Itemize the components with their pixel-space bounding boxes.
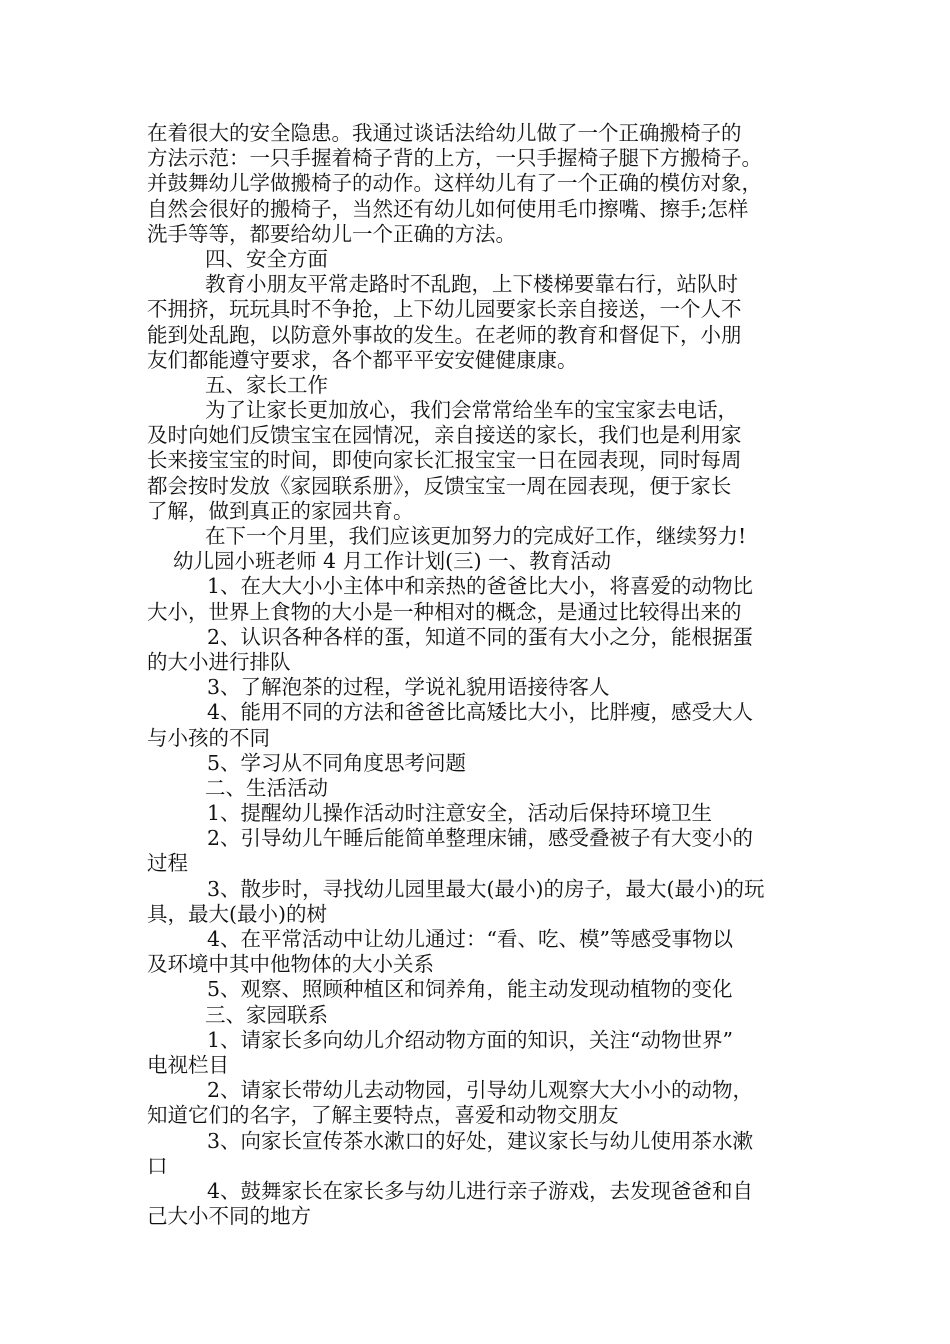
- list-item: 3、了解泡茶的过程，学说礼貌用语接待客人: [207, 675, 610, 700]
- text-line: 自然会很好的搬椅子，当然还有幼儿如何使用毛巾擦嘴、擦手;怎样: [147, 196, 749, 221]
- list-item: 3、散步时，寻找幼儿园里最大(最小)的房子，最大(最小)的玩: [207, 876, 765, 901]
- text-line: 己大小不同的地方: [147, 1204, 311, 1229]
- text-line: 了解，做到真正的家园共育。: [147, 498, 414, 523]
- text-line: 长来接宝宝的时间，即使向家长汇报宝宝一日在园表现，同时每周: [147, 448, 742, 473]
- text-line: 为了让家长更加放心，我们会常常给坐车的宝宝家去电话，: [205, 398, 738, 423]
- text-line: 及时向她们反馈宝宝在园情况，亲自接送的家长，我们也是利用家: [147, 423, 742, 448]
- list-item: 1、在大大小小主体中和亲热的爸爸比大小，将喜爱的动物比: [207, 574, 754, 599]
- document-body: [147, 121, 817, 1229]
- text-line: 及环境中其中他物体的大小关系: [147, 952, 434, 977]
- list-item: 4、在平常活动中让幼儿通过：“看、吃、模”等感受事物以: [207, 927, 734, 951]
- section-title: 幼儿园小班老师 4 月工作计划(三) 一、教育活动: [173, 549, 612, 574]
- text-line: 过程: [147, 851, 188, 876]
- text-line: 洗手等等，都要给幼儿一个正确的方法。: [147, 221, 516, 246]
- text-line: 的大小进行排队: [147, 649, 291, 674]
- list-item: 4、能用不同的方法和爸爸比高矮比大小，比胖瘦，感受大人: [207, 700, 754, 725]
- text-line: 与小孩的不同: [147, 725, 270, 750]
- list-item: 5、学习从不同角度思考问题: [207, 750, 467, 775]
- list-item: 2、请家长带幼儿去动物园，引导幼儿观察大大小小的动物，: [207, 1078, 754, 1103]
- section-heading: 四、安全方面: [205, 246, 328, 271]
- text-line: 口: [147, 1153, 168, 1178]
- text-line: 友们都能遵守要求，各个都平平安安健健康康。: [147, 347, 578, 372]
- list-item: 2、引导幼儿午睡后能简单整理床铺，感受叠被子有大变小的: [207, 826, 754, 851]
- text-line: 方法示范：一只手握着椅子背的上方，一只手握椅子腿下方搬椅子。: [147, 146, 762, 171]
- text-line: 具，最大(最小)的树: [147, 901, 327, 926]
- list-item: 1、请家长多向幼儿介绍动物方面的知识，关注“动物世界”: [207, 1027, 734, 1052]
- text-line: 都会按时发放《家园联系册》，反馈宝宝一周在园表现，便于家长: [147, 473, 732, 498]
- text-line: 在着很大的安全隐患。我通过谈话法给幼儿做了一个正确搬椅子的: [147, 121, 742, 145]
- text-line: 在下一个月里，我们应该更加努力的完成好工作，继续努力!: [205, 524, 747, 548]
- text-line: 能到处乱跑，以防意外事故的发生。在老师的教育和督促下，小朋: [147, 322, 742, 347]
- list-item: 3、向家长宣传茶水漱口的好处，建议家长与幼儿使用茶水漱: [207, 1128, 754, 1153]
- text-line: 不拥挤，玩玩具时不争抢，上下幼儿园要家长亲自接送，一个人不: [147, 297, 742, 322]
- text-line: 电视栏目: [147, 1052, 229, 1077]
- section-heading: 三、家园联系: [205, 1002, 328, 1027]
- section-heading: 二、生活活动: [205, 775, 328, 800]
- text-line: 并鼓舞幼儿学做搬椅子的动作。这样幼儿有了一个正确的模仿对象，: [147, 171, 762, 196]
- list-item: 4、鼓舞家长在家长多与幼儿进行亲子游戏，去发现爸爸和自: [207, 1178, 754, 1203]
- list-item: 5、观察、照顾种植区和饲养角，能主动发现动植物的变化: [207, 977, 733, 1002]
- text-line: 大小，世界上食物的大小是一种相对的概念，是通过比较得出来的: [147, 599, 742, 624]
- text-line: 知道它们的名字，了解主要特点，喜爱和动物交朋友: [147, 1103, 619, 1128]
- list-item: 2、认识各种各样的蛋，知道不同的蛋有大小之分，能根据蛋: [207, 624, 754, 649]
- text-line: 教育小朋友平常走路时不乱跑，上下楼梯要靠右行，站队时: [205, 272, 738, 297]
- list-item: 1、提醒幼儿操作活动时注意安全，活动后保持环境卫生: [207, 801, 713, 826]
- section-heading: 五、家长工作: [205, 372, 328, 397]
